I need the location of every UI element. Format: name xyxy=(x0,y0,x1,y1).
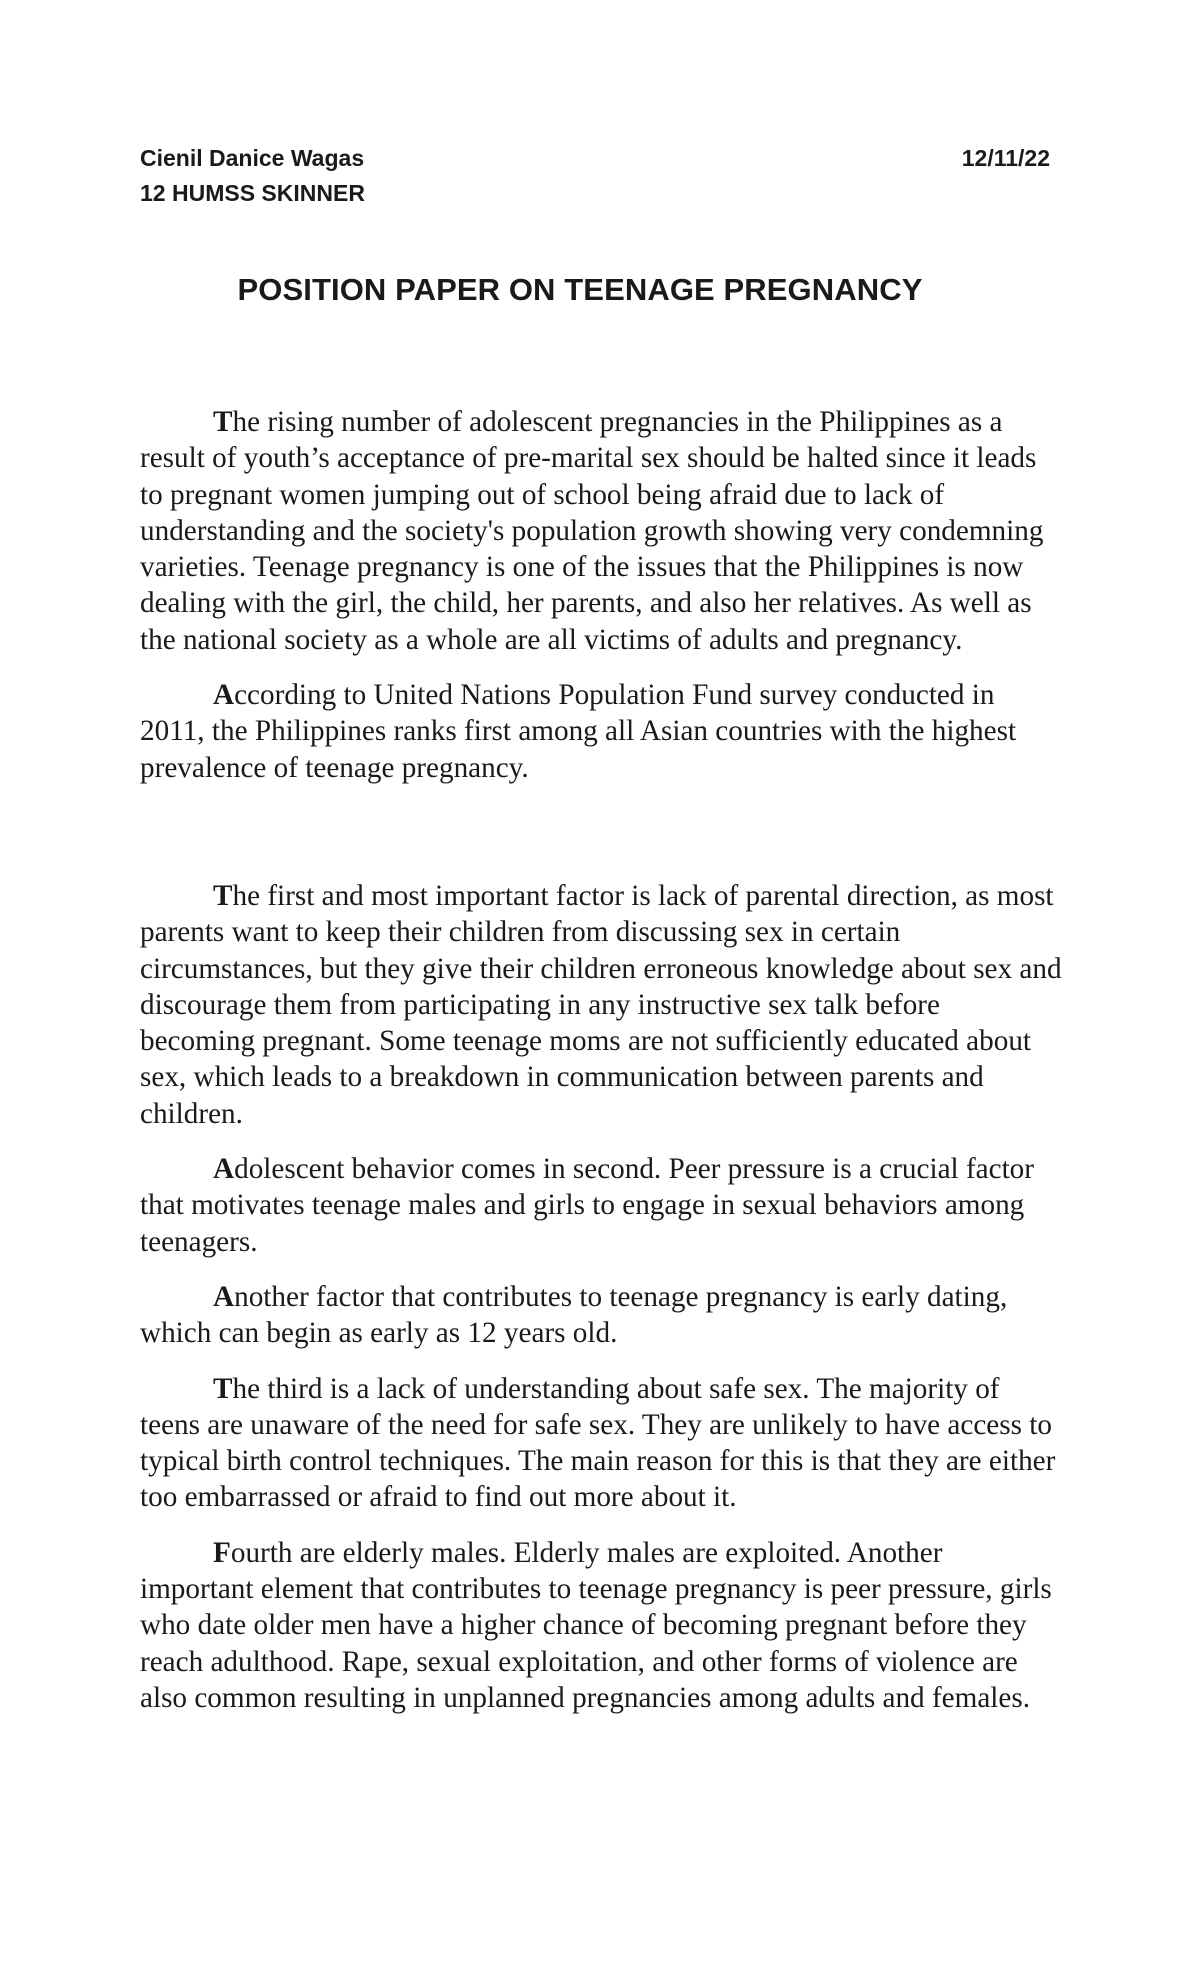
page-title: POSITION PAPER ON TEENAGE PREGNANCY xyxy=(237,272,923,307)
drop-letter: T xyxy=(213,406,233,438)
paragraph-text: he first and most important factor is lack of parental direction, as most parents want to keep their children from discussing sex in certain circumstances, but they give their children erroneous knowledge about sex and discourage them from participating in any instructive sex talk before becoming pregnant. Some teenage moms are not sufficiently educated about sex, which leads to a breakdown in communication between parents and children. xyxy=(140,879,1062,1130)
document-body xyxy=(140,404,1062,1716)
paragraph-5 xyxy=(140,1279,1062,1352)
header-row xyxy=(140,141,1050,176)
document-header xyxy=(140,141,1050,211)
paragraph-text: ccording to United Nations Population Fund survey conducted in 2011, the Philippines ranks first among all Asian countries with the highest prevalence of teenage pregnancy. xyxy=(140,679,1017,784)
drop-letter: A xyxy=(213,679,235,712)
drop-letter: F xyxy=(213,1536,231,1569)
drop-letter: T xyxy=(213,879,233,912)
document-date: 12/11/22 xyxy=(961,145,1050,171)
drop-letter: T xyxy=(213,1372,233,1405)
paragraph-text: he rising number of adolescent pregnancies in the Philippines as a result of youth’s acceptance of pre-marital sex should be halted since it leads to pregnant women jumping out of school being afraid due to lack of understanding and the society's population growth showing very condemning varieties. Teenage pregnancy is one of the issues that the Philippines is now dealing with the girl, the child, her parents, and also her relatives. As well as the national society as a whole are all victims of adults and pregnancy. xyxy=(140,406,1044,656)
paragraph-1 xyxy=(140,404,1062,658)
paragraph-3 xyxy=(140,878,1062,1132)
paragraph-6 xyxy=(140,1371,1062,1516)
paragraph-text: he third is a lack of understanding about safe sex. The majority of teens are unaware of the need for safe sex. They are unlikely to have access to typical birth control techniques. The main reason for this is that they are either too embarrassed or afraid to find out more about it. xyxy=(140,1372,1056,1514)
author-name: Cienil Danice Wagas xyxy=(140,145,365,171)
paragraph-7 xyxy=(140,1535,1062,1716)
drop-letter: A xyxy=(213,1153,235,1186)
drop-letter: A xyxy=(213,1280,235,1313)
paragraph-2 xyxy=(140,677,1062,786)
paragraph-text: nother factor that contributes to teenage pregnancy is early dating, which can begin as early as 12 years old. xyxy=(140,1280,1008,1350)
paragraph-4 xyxy=(140,1151,1062,1260)
class-section: 12 HUMSS SKINNER xyxy=(140,180,365,206)
paragraph-text: ourth are elderly males. Elderly males are exploited. Another important element that contributes to teenage pregnancy is peer pressure, girls who date older men have a higher chance of becoming pregnant before they reach adulthood. Rape, sexual exploitation, and other forms of violence are also common resulting in unplanned pregnancies among adults and females. xyxy=(140,1536,1052,1714)
paragraph-text: dolescent behavior comes in second. Peer pressure is a crucial factor that motivates teenage males and girls to engage in sexual behaviors among teenagers. xyxy=(140,1153,1034,1258)
